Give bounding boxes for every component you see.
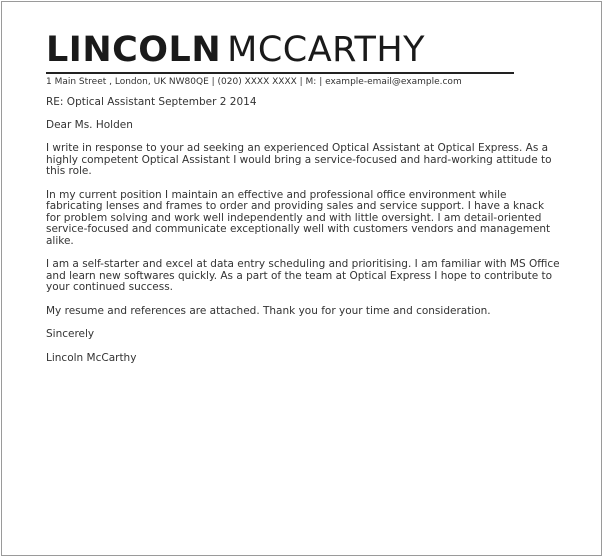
header-divider [46,72,514,74]
paragraph-3: I am a self-starter and excel at data entry scheduling and prioritising. I am familiar with MS Office and learn new softwares quickly. As a part of the team at Optical Express I hope to contribute to your continued success. [46,258,560,293]
signature-name: Lincoln McCarthy [46,351,137,364]
closing: Sincerely [46,328,95,340]
letter-body [46,97,561,376]
re-line: RE: Optical Assistant September 2 2014 [46,96,257,108]
applicant-name [46,30,566,70]
last-name: MCCARTHY [227,30,426,70]
contact-line: 1 Main Street , London, UK NW80QE | (020) XXXX XXXX | M: | example-email@example.com [46,77,462,87]
first-name: LINCOLN [46,30,222,70]
salutation: Dear Ms. Holden [46,118,133,131]
paragraph-2: In my current position I maintain an effective and professional office environment while fabricating lenses and frames to order and providing sales and service support. I have a knack for problem solving and work well independently and with little oversight. I am detail-oriented service-focused and communicate exceptionally well with customers vendors and management alike. [46,188,551,247]
letter-page [1,1,602,556]
letterhead [46,30,566,87]
paragraph-1: I write in response to your ad seeking an experienced Optical Assistant at Optical Express. As a highly competent Optical Assistant I would bring a service-focused and hard-working attitude to this role. [46,142,552,177]
paragraph-4: My resume and references are attached. Thank you for your time and consideration. [46,304,491,317]
